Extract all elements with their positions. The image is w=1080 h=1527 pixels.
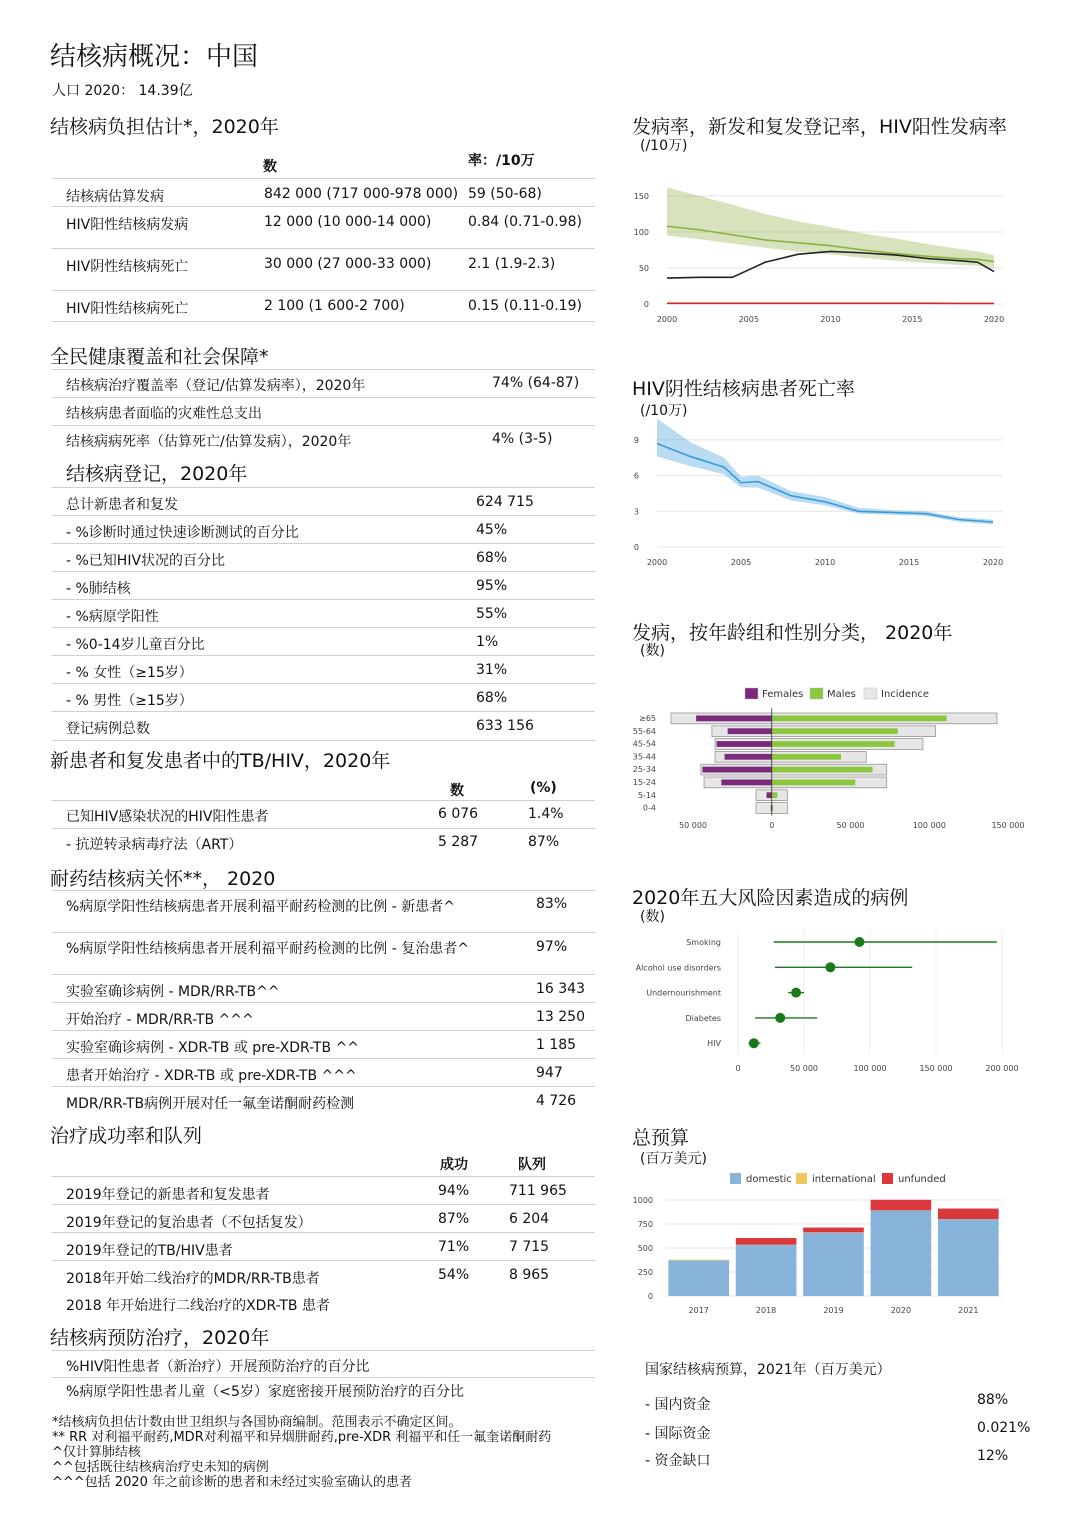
row-value: 97% xyxy=(536,939,568,955)
row-pct: 87% xyxy=(528,834,560,850)
budget-row-value: 0.021% xyxy=(977,1420,1031,1436)
unfunded-bar xyxy=(736,1238,797,1245)
domestic-bar xyxy=(871,1211,932,1296)
female-bar xyxy=(702,767,771,773)
table-row xyxy=(52,515,595,544)
burden-col-rate: 率：/10万 xyxy=(468,153,535,169)
table-row xyxy=(52,1260,595,1289)
y-tick-label: 1000 xyxy=(632,1196,653,1205)
y-tick-label: Diabetes xyxy=(685,1013,721,1023)
row-value: 4% (3-5) xyxy=(492,431,553,447)
row-cohort: 6 204 xyxy=(509,1211,550,1227)
row-value: 633 156 xyxy=(476,718,534,734)
row-label: HIV阳性结核病发病 xyxy=(66,217,189,233)
table-row xyxy=(52,290,595,322)
row-label: %HIV阳性患者（新治疗）开展预防治疗的百分比 xyxy=(66,1359,370,1375)
unfunded-bar xyxy=(938,1209,999,1220)
y-tick-label: 6 xyxy=(633,471,639,481)
legend-swatch xyxy=(864,688,877,699)
row-value: 68% xyxy=(476,690,508,706)
uncertainty-band xyxy=(657,418,993,524)
outcomes-col-success: 成功 xyxy=(440,1157,468,1173)
legend-label: Incidence xyxy=(881,689,930,700)
chart4-unit: (数) xyxy=(640,909,665,925)
y-tick-label: 750 xyxy=(637,1220,653,1229)
row-value: 4 726 xyxy=(536,1093,577,1109)
point-estimate xyxy=(791,988,801,998)
table-row xyxy=(52,369,595,398)
row-label: 2019年登记的TB/HIV患者 xyxy=(66,1243,233,1259)
footnote: ^^包括既往结核病治疗史未知的病例 xyxy=(52,1460,269,1475)
row-cohort: 8 965 xyxy=(509,1267,550,1283)
y-tick-label: 25-34 xyxy=(632,765,656,775)
row-success: 71% xyxy=(438,1239,470,1255)
table-row xyxy=(52,1002,595,1031)
y-tick-label: HIV xyxy=(707,1039,721,1049)
x-tick-label: 2005 xyxy=(738,315,759,324)
row-success: 87% xyxy=(438,1211,470,1227)
row-label: 结核病估算发病 xyxy=(66,189,164,205)
drtb-heading: 耐药结核病关怀**， 2020 xyxy=(50,868,276,890)
row-number: 6 076 xyxy=(438,806,479,822)
table-row xyxy=(52,1232,595,1261)
incidence-chart xyxy=(620,180,1020,330)
row-value: 1 185 xyxy=(536,1037,577,1053)
row-label: 实验室确诊病例 - MDR/RR-TB^^ xyxy=(66,984,280,1000)
x-tick-label: 100 000 xyxy=(853,1064,887,1073)
unfunded-bar xyxy=(803,1228,864,1233)
y-tick-label: ≥65 xyxy=(639,714,656,723)
chart2-unit: (/10万) xyxy=(640,403,688,419)
male-bar xyxy=(772,716,947,722)
row-label: %病原学阳性结核病患者开展利福平耐药检测的比例 - 新患者^ xyxy=(66,899,455,915)
row-number: 2 100 (1 600-2 700) xyxy=(264,298,405,314)
y-tick-label: 0 xyxy=(633,543,639,552)
x-tick-label: 2018 xyxy=(755,1306,777,1315)
point-estimate xyxy=(749,1038,759,1048)
chart5-title: 总预算 xyxy=(632,1127,690,1149)
mortality-chart xyxy=(620,420,1020,570)
row-number: 842 000 (717 000-978 000) xyxy=(264,186,459,202)
x-tick-label: 2010 xyxy=(820,315,841,324)
y-tick-label: 55-64 xyxy=(632,726,656,736)
x-tick-label: 2000 xyxy=(646,558,668,567)
row-number: 5 287 xyxy=(438,834,479,850)
row-label: - %肺结核 xyxy=(66,581,131,597)
y-tick-label: 500 xyxy=(637,1244,653,1253)
budget-row-value: 88% xyxy=(977,1392,1009,1408)
y-tick-label: 9 xyxy=(633,435,639,445)
y-tick-label: 45-54 xyxy=(632,739,656,749)
table-row xyxy=(52,1030,595,1059)
point-estimate xyxy=(854,937,864,947)
legend-label: unfunded xyxy=(898,1174,946,1185)
row-label: - % 女性（≥15岁） xyxy=(66,665,193,681)
uncertainty-band xyxy=(667,187,994,268)
x-tick-label: 50 000 xyxy=(836,821,865,830)
row-rate: 2.1 (1.9-2.3) xyxy=(468,256,556,272)
x-tick-label: 2015 xyxy=(898,558,920,567)
y-tick-label: 15-24 xyxy=(632,778,656,787)
age-sex-chart xyxy=(620,680,1025,840)
budget-row-label: - 国内资金 xyxy=(645,1397,711,1413)
table-row xyxy=(52,1377,595,1405)
row-label: 总计新患者和复发 xyxy=(66,497,178,513)
row-label: HIV阴性结核病死亡 xyxy=(66,259,189,275)
row-rate: 0.84 (0.71-0.98) xyxy=(468,214,582,230)
y-tick-label: 50 xyxy=(638,264,649,273)
legend-label: Males xyxy=(827,689,856,700)
table-row xyxy=(52,800,595,829)
table-row xyxy=(52,425,595,456)
table-row xyxy=(52,828,595,857)
row-label: %病原学阳性结核病患者开展利福平耐药检测的比例 - 复治患者^ xyxy=(66,941,469,957)
legend-label: international xyxy=(812,1174,876,1185)
row-value: 947 xyxy=(536,1065,563,1081)
male-bar xyxy=(772,780,855,786)
x-tick-label: 2010 xyxy=(814,558,836,567)
international-bar xyxy=(668,1260,729,1261)
row-cohort: 711 965 xyxy=(509,1183,567,1199)
row-label: %病原学阳性患者儿童（<5岁）家庭密接开展预防治疗的百分比 xyxy=(66,1384,464,1400)
budget-row-label: - 国际资金 xyxy=(645,1426,711,1442)
row-label: HIV阳性结核病死亡 xyxy=(66,301,189,317)
row-value: 68% xyxy=(476,550,508,566)
legend-swatch xyxy=(882,1173,893,1184)
unfunded-bar xyxy=(871,1200,932,1211)
male-bar xyxy=(772,741,895,747)
x-tick-label: 2020 xyxy=(890,1306,912,1315)
table-row xyxy=(52,627,595,656)
row-label: 结核病治疗覆盖率（登记/估算发病率），2020年 xyxy=(66,378,366,394)
domestic-bar xyxy=(668,1260,729,1296)
female-bar xyxy=(721,780,771,786)
domestic-bar xyxy=(938,1219,999,1296)
row-label: 开始治疗 - MDR/RR-TB ^^^ xyxy=(66,1012,254,1028)
row-label: - % 男性（≥15岁） xyxy=(66,693,193,709)
chart2-title: HIV阴性结核病患者死亡率 xyxy=(632,378,855,400)
row-value: 55% xyxy=(476,606,508,622)
row-label: - %已知HIV状况的百分比 xyxy=(66,553,226,569)
female-bar xyxy=(725,754,772,760)
x-tick-label: 0 xyxy=(735,1064,741,1073)
y-tick-label: 5-14 xyxy=(637,790,656,800)
table-row xyxy=(52,397,595,426)
chart4-title: 2020年五大风险因素造成的病例 xyxy=(632,887,909,909)
table-row xyxy=(52,1058,595,1087)
legend-label: Females xyxy=(762,689,804,700)
y-tick-label: Alcohol use disorders xyxy=(635,963,721,973)
table-row xyxy=(52,206,595,249)
x-tick-label: 2015 xyxy=(902,315,923,324)
national-budget-heading: 国家结核病预算，2021年（百万美元） xyxy=(645,1362,891,1378)
chart5-unit: (百万美元) xyxy=(640,1151,707,1167)
row-value: 13 250 xyxy=(536,1009,585,1025)
x-tick-label: 100 000 xyxy=(912,821,946,830)
row-label: 患者开始治疗 - XDR-TB 或 pre-XDR-TB ^^^ xyxy=(66,1068,357,1084)
row-label: - %诊断时通过快速诊断测试的百分比 xyxy=(66,525,299,541)
point-estimate xyxy=(825,962,835,972)
x-tick-label: 50 000 xyxy=(790,1064,818,1073)
uhc-heading: 全民健康覆盖和社会保障* xyxy=(50,346,269,368)
x-tick-label: 0 xyxy=(769,821,775,830)
table-row xyxy=(52,571,595,600)
row-label: 实验室确诊病例 - XDR-TB 或 pre-XDR-TB ^^ xyxy=(66,1040,359,1056)
domestic-bar xyxy=(736,1245,797,1296)
legend-swatch xyxy=(730,1173,741,1184)
table-row xyxy=(52,1204,595,1233)
table-row xyxy=(52,1176,595,1205)
row-number: 12 000 (10 000-14 000) xyxy=(264,214,432,230)
risk-factor-chart xyxy=(620,925,1020,1080)
y-tick-label: 0-4 xyxy=(642,803,656,813)
row-rate: 0.15 (0.11-0.19) xyxy=(468,298,582,314)
x-tick-label: 2020 xyxy=(983,315,1005,324)
budget-row-label: - 资金缺口 xyxy=(645,1453,711,1469)
y-tick-label: 0 xyxy=(643,300,649,309)
row-number: 30 000 (27 000-33 000) xyxy=(264,256,432,272)
row-rate: 59 (50-68) xyxy=(468,186,542,202)
footnote: ^仅计算肺结核 xyxy=(52,1445,141,1460)
row-success: 54% xyxy=(438,1267,470,1283)
footnote: *结核病负担估计数由世卫组织与各国协商编制。范围表示不确定区间。 xyxy=(52,1415,462,1430)
row-value: 624 715 xyxy=(476,494,534,510)
row-value: 16 343 xyxy=(536,981,585,997)
burden-col-number: 数 xyxy=(263,159,277,175)
table-row xyxy=(52,655,595,684)
page-title: 结核病概况：中国 xyxy=(50,42,259,72)
table-row xyxy=(52,1288,595,1316)
legend-label: domestic xyxy=(746,1174,792,1185)
outcomes-col-cohort: 队列 xyxy=(518,1157,546,1173)
y-tick-label: 250 xyxy=(637,1268,653,1277)
tbhiv-col-pct: (%) xyxy=(530,780,557,796)
x-tick-label: 50 000 xyxy=(679,821,707,830)
row-value: 45% xyxy=(476,522,508,538)
chart3-unit: (数) xyxy=(640,643,665,659)
y-tick-label: Smoking xyxy=(686,938,721,947)
table-row xyxy=(52,932,595,975)
x-tick-label: 2019 xyxy=(823,1306,844,1315)
row-success: 94% xyxy=(438,1183,470,1199)
male-bar xyxy=(772,767,873,773)
table-row xyxy=(52,599,595,628)
footnote: ** RR 对利福平耐药,MDR对利福平和异烟肼耐药,pre-XDR 利福平和任一氟奎诺酮耐药 xyxy=(52,1430,552,1445)
table-row xyxy=(52,248,595,291)
row-value: 83% xyxy=(536,896,568,912)
row-cohort: 7 715 xyxy=(509,1239,550,1255)
chart3-title: 发病，按年龄组和性别分类， 2020年 xyxy=(632,622,953,644)
row-label: 2018 年开始进行二线治疗的XDR-TB 患者 xyxy=(66,1298,330,1314)
row-value: 95% xyxy=(476,578,508,594)
row-value: 74% (64-87) xyxy=(492,375,580,391)
population: 人口 2020： 14.39亿 xyxy=(52,83,193,99)
row-label: 登记病例总数 xyxy=(66,721,150,737)
chart1-title: 发病率，新发和复发登记率，HIV阳性发病率 xyxy=(632,116,1007,138)
x-tick-label: 150 000 xyxy=(919,1064,953,1073)
row-label: 2019年登记的复治患者（不包括复发） xyxy=(66,1215,312,1231)
table-row xyxy=(52,178,595,207)
row-label: MDR/RR-TB病例开展对任一氟奎诺酮耐药检测 xyxy=(66,1096,355,1112)
female-bar xyxy=(728,728,772,734)
row-label: - %0-14岁儿童百分比 xyxy=(66,637,205,653)
row-label: 结核病病死率（估算死亡/估算发病），2020年 xyxy=(66,434,352,450)
footnote: ^^^包括 2020 年之前诊断的患者和未经过实验室确认的患者 xyxy=(52,1475,413,1490)
x-tick-label: 150 000 xyxy=(991,821,1025,830)
table-row xyxy=(52,711,595,741)
x-tick-label: 200 000 xyxy=(985,1064,1019,1073)
tbhiv-heading: 新患者和复发患者中的TB/HIV，2020年 xyxy=(50,750,391,772)
table-row xyxy=(52,487,595,516)
x-tick-label: 2021 xyxy=(958,1306,979,1315)
row-label: 2019年登记的新患者和复发患者 xyxy=(66,1187,270,1203)
male-bar xyxy=(772,754,841,760)
x-tick-label: 2005 xyxy=(730,558,752,567)
table-row xyxy=(52,1086,595,1115)
budget-row-value: 12% xyxy=(977,1448,1009,1464)
male-bar xyxy=(772,792,778,798)
row-label: 结核病患者面临的灾难性总支出 xyxy=(66,406,262,422)
tbhiv-col-number: 数 xyxy=(450,783,464,799)
row-label: 2018年开始二线治疗的MDR/RR-TB患者 xyxy=(66,1271,320,1287)
prev-heading: 结核病预防治疗，2020年 xyxy=(50,1327,270,1349)
row-label: - %病原学阳性 xyxy=(66,609,159,625)
y-tick-label: 150 xyxy=(633,192,649,201)
y-tick-label: 3 xyxy=(633,507,639,517)
burden-heading: 结核病负担估计*，2020年 xyxy=(50,116,279,138)
row-value: 31% xyxy=(476,662,508,678)
female-bar xyxy=(717,741,772,747)
row-value: 1% xyxy=(476,634,499,650)
y-tick-label: 100 xyxy=(633,228,649,237)
x-tick-label: 2017 xyxy=(688,1306,709,1315)
male-bar xyxy=(772,728,898,734)
legend-swatch xyxy=(810,688,823,699)
female-bar xyxy=(696,716,772,722)
table-row xyxy=(52,890,595,933)
table-row xyxy=(52,683,595,712)
legend-swatch xyxy=(745,688,758,699)
y-tick-label: 35-44 xyxy=(632,752,656,762)
y-tick-label: 0 xyxy=(647,1292,653,1301)
x-tick-label: 2020 xyxy=(982,558,1004,567)
notif-heading: 结核病登记，2020年 xyxy=(66,463,248,485)
table-row xyxy=(52,974,595,1003)
outcomes-heading: 治疗成功率和队列 xyxy=(50,1125,203,1147)
y-tick-label: Undernourishment xyxy=(646,988,721,998)
row-label: 已知HIV感染状况的HIV阳性患者 xyxy=(66,809,269,825)
x-tick-label: 2000 xyxy=(656,315,678,324)
budget-chart xyxy=(620,1165,1020,1320)
legend-swatch xyxy=(796,1173,807,1184)
row-label: - 抗逆转录病毒疗法（ART） xyxy=(66,837,243,853)
table-row xyxy=(52,1350,595,1378)
female-bar xyxy=(767,792,772,798)
domestic-bar xyxy=(803,1233,864,1296)
table-row xyxy=(52,543,595,572)
row-pct: 1.4% xyxy=(528,806,564,822)
point-estimate xyxy=(775,1013,785,1023)
chart1-unit: (/10万) xyxy=(640,138,688,154)
